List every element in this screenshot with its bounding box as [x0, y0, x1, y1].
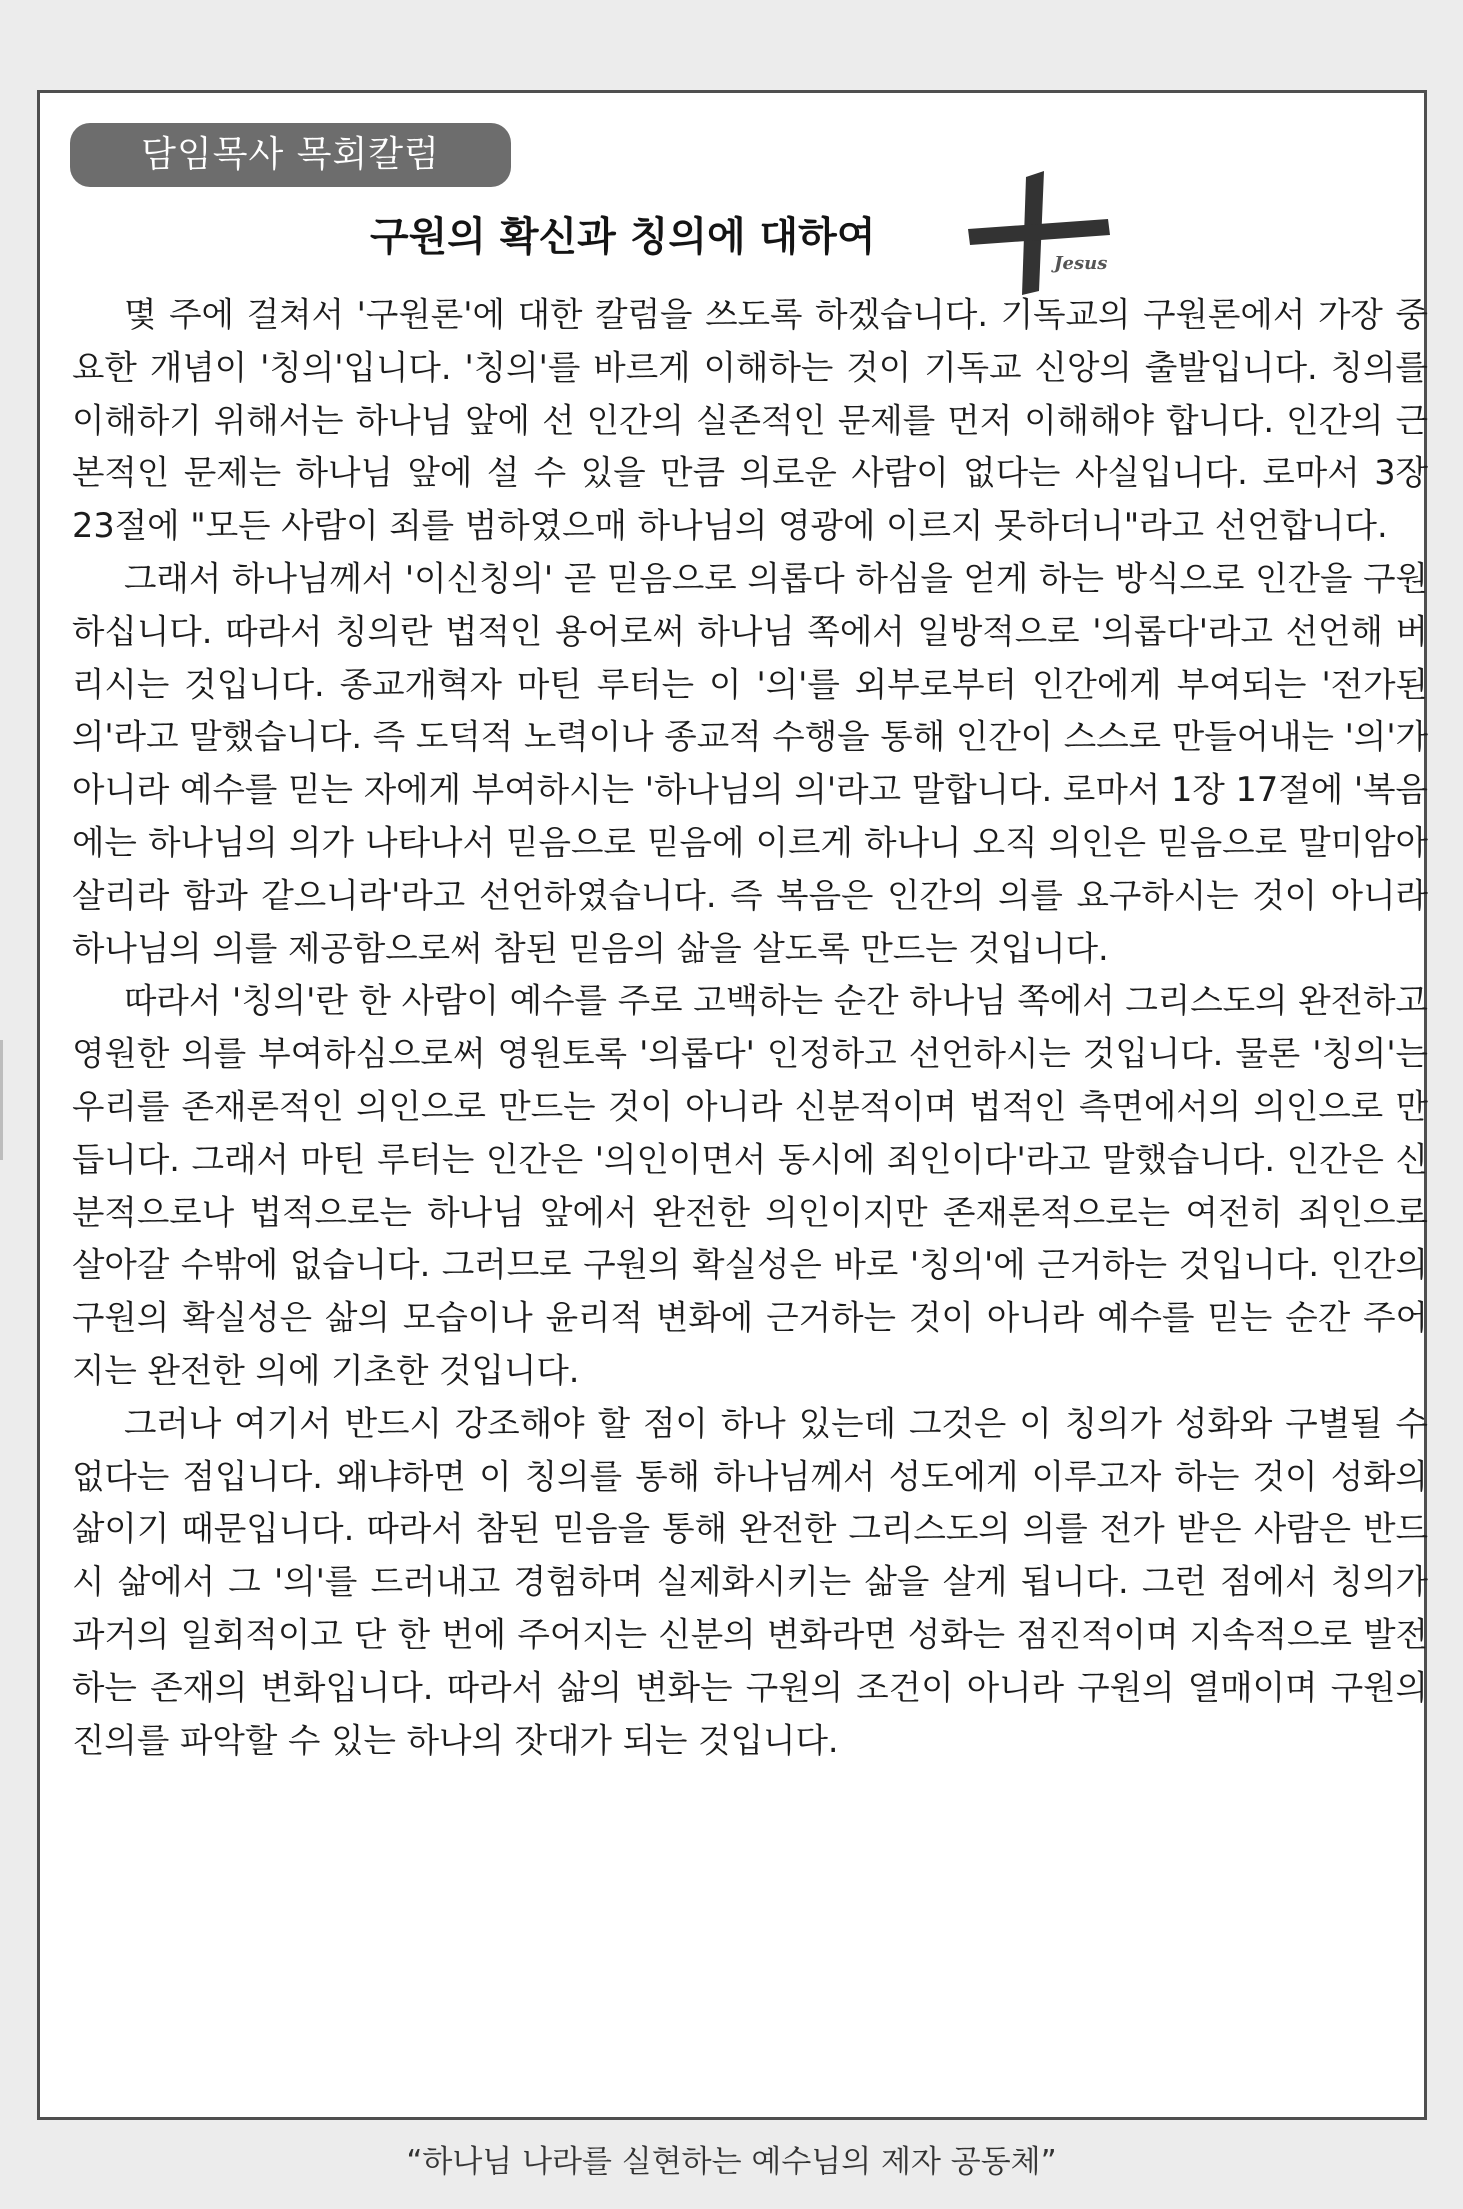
paragraph-3: 따라서 '칭의'란 한 사람이 예수를 주로 고백하는 순간 하나님 쪽에서 그리스도의 완전하고 영원한 의를 부여하심으로써 영원토록 '의롭다' 인정하고 선언하시는 것입니다. 물론 '칭의'는 우리를 존재론적인 의인으로 만드는 것이 아니라 신분적이며 법적인 측면에서의 의인으로 만듭니다. 그래서 마틴 루터는 인간은 '의인이면서 동시에 죄인이다'라고 말했습니다. 인간은 신분적으로나 법적으로는 하나님 앞에서 완전한 의인이지만 존재론적으로는 여전히 죄인으로 살아갈 수밖에 없습니다. 그러므로 구원의 확실성은 바로 '칭의'에 근거하는 것입니다. 인간의 구원의 확실성은 삶의 모습이나 윤리적 변화에 근거하는 것이 아니라 예수를 믿는 순간 주어지는 완전한 의에 기초한 것입니다.	[72, 981, 1428, 1390]
footer-motto: “하나님 나라를 실현하는 예수님의 제자 공동체”	[406, 2144, 1057, 2180]
page-edge-mark	[0, 1040, 3, 1160]
paragraph-2: 그래서 하나님께서 '이신칭의' 곧 믿음으로 의롭다 하심을 얻게 하는 방식으로 인간을 구원하십니다. 따라서 칭의란 법적인 용어로써 하나님 쪽에서 일방적으로 '의롭다'라고 선언해 버리시는 것입니다. 종교개혁자 마틴 루터는 이 '의'를 외부로부터 인간에게 부여되는 '전가된 의'라고 말했습니다. 즉 도덕적 노력이나 종교적 수행을 통해 인간이 스스로 만들어내는 '의'가 아니라 예수를 믿는 자에게 부여하시는 '하나님의 의'라고 말합니다. 로마서 1장 17절에 '복음에는 하나님의 의가 나타나서 믿음으로 믿음에 이르게 하나니 오직 의인은 믿음으로 말미암아 살리라 함과 같으니라'라고 선언하였습니다. 즉 복음은 인간의 의를 요구하시는 것이 아니라 하나님의 의를 제공함으로써 참된 믿음의 삶을 살도록 만드는 것입니다.	[72, 558, 1428, 968]
article-title: 구원의 확신과 칭의에 대하여	[370, 214, 876, 260]
column-page	[37, 90, 1427, 2120]
article-body	[72, 289, 1428, 1767]
column-category-badge: 담임목사 목회칼럼	[70, 123, 511, 187]
jesus-logo-text: Jesus	[1054, 253, 1108, 274]
cross-jesus-logo	[960, 169, 1120, 299]
paragraph-4: 그러나 여기서 반드시 강조해야 할 점이 하나 있는데 그것은 이 칭의가 성화와 구별될 수 없다는 점입니다. 왜냐하면 이 칭의를 통해 하나님께서 성도에게 이루고자 하는 것이 성화의 삶이기 때문입니다. 따라서 참된 믿음을 통해 완전한 그리스도의 의를 전가 받은 사람은 반드시 삶에서 그 '의'를 드러내고 경험하며 실제화시키는 삶을 살게 됩니다. 그런 점에서 칭의가 과거의 일회적이고 단 한 번에 주어지는 신분의 변화라면 성화는 점진적이며 지속적으로 발전하는 존재의 변화입니다. 따라서 삶의 변화는 구원의 조건이 아니라 구원의 열매이며 구원의 진의를 파악할 수 있는 하나의 잣대가 되는 것입니다.	[72, 1403, 1428, 1760]
paragraph-1: 몇 주에 걸쳐서 '구원론'에 대한 칼럼을 쓰도록 하겠습니다. 기독교의 구원론에서 가장 중요한 개념이 '칭의'입니다. '칭의'를 바르게 이해하는 것이 기독교 신앙의 출발입니다. 칭의를 이해하기 위해서는 하나님 앞에 선 인간의 실존적인 문제를 먼저 이해해야 합니다. 인간의 근본적인 문제는 하나님 앞에 설 수 있을 만큼 의로운 사람이 없다는 사실입니다. 로마서 3장 23절에 "모든 사람이 죄를 범하였으매 하나님의 영광에 이르지 못하더니"라고 선언합니다.	[72, 295, 1428, 546]
